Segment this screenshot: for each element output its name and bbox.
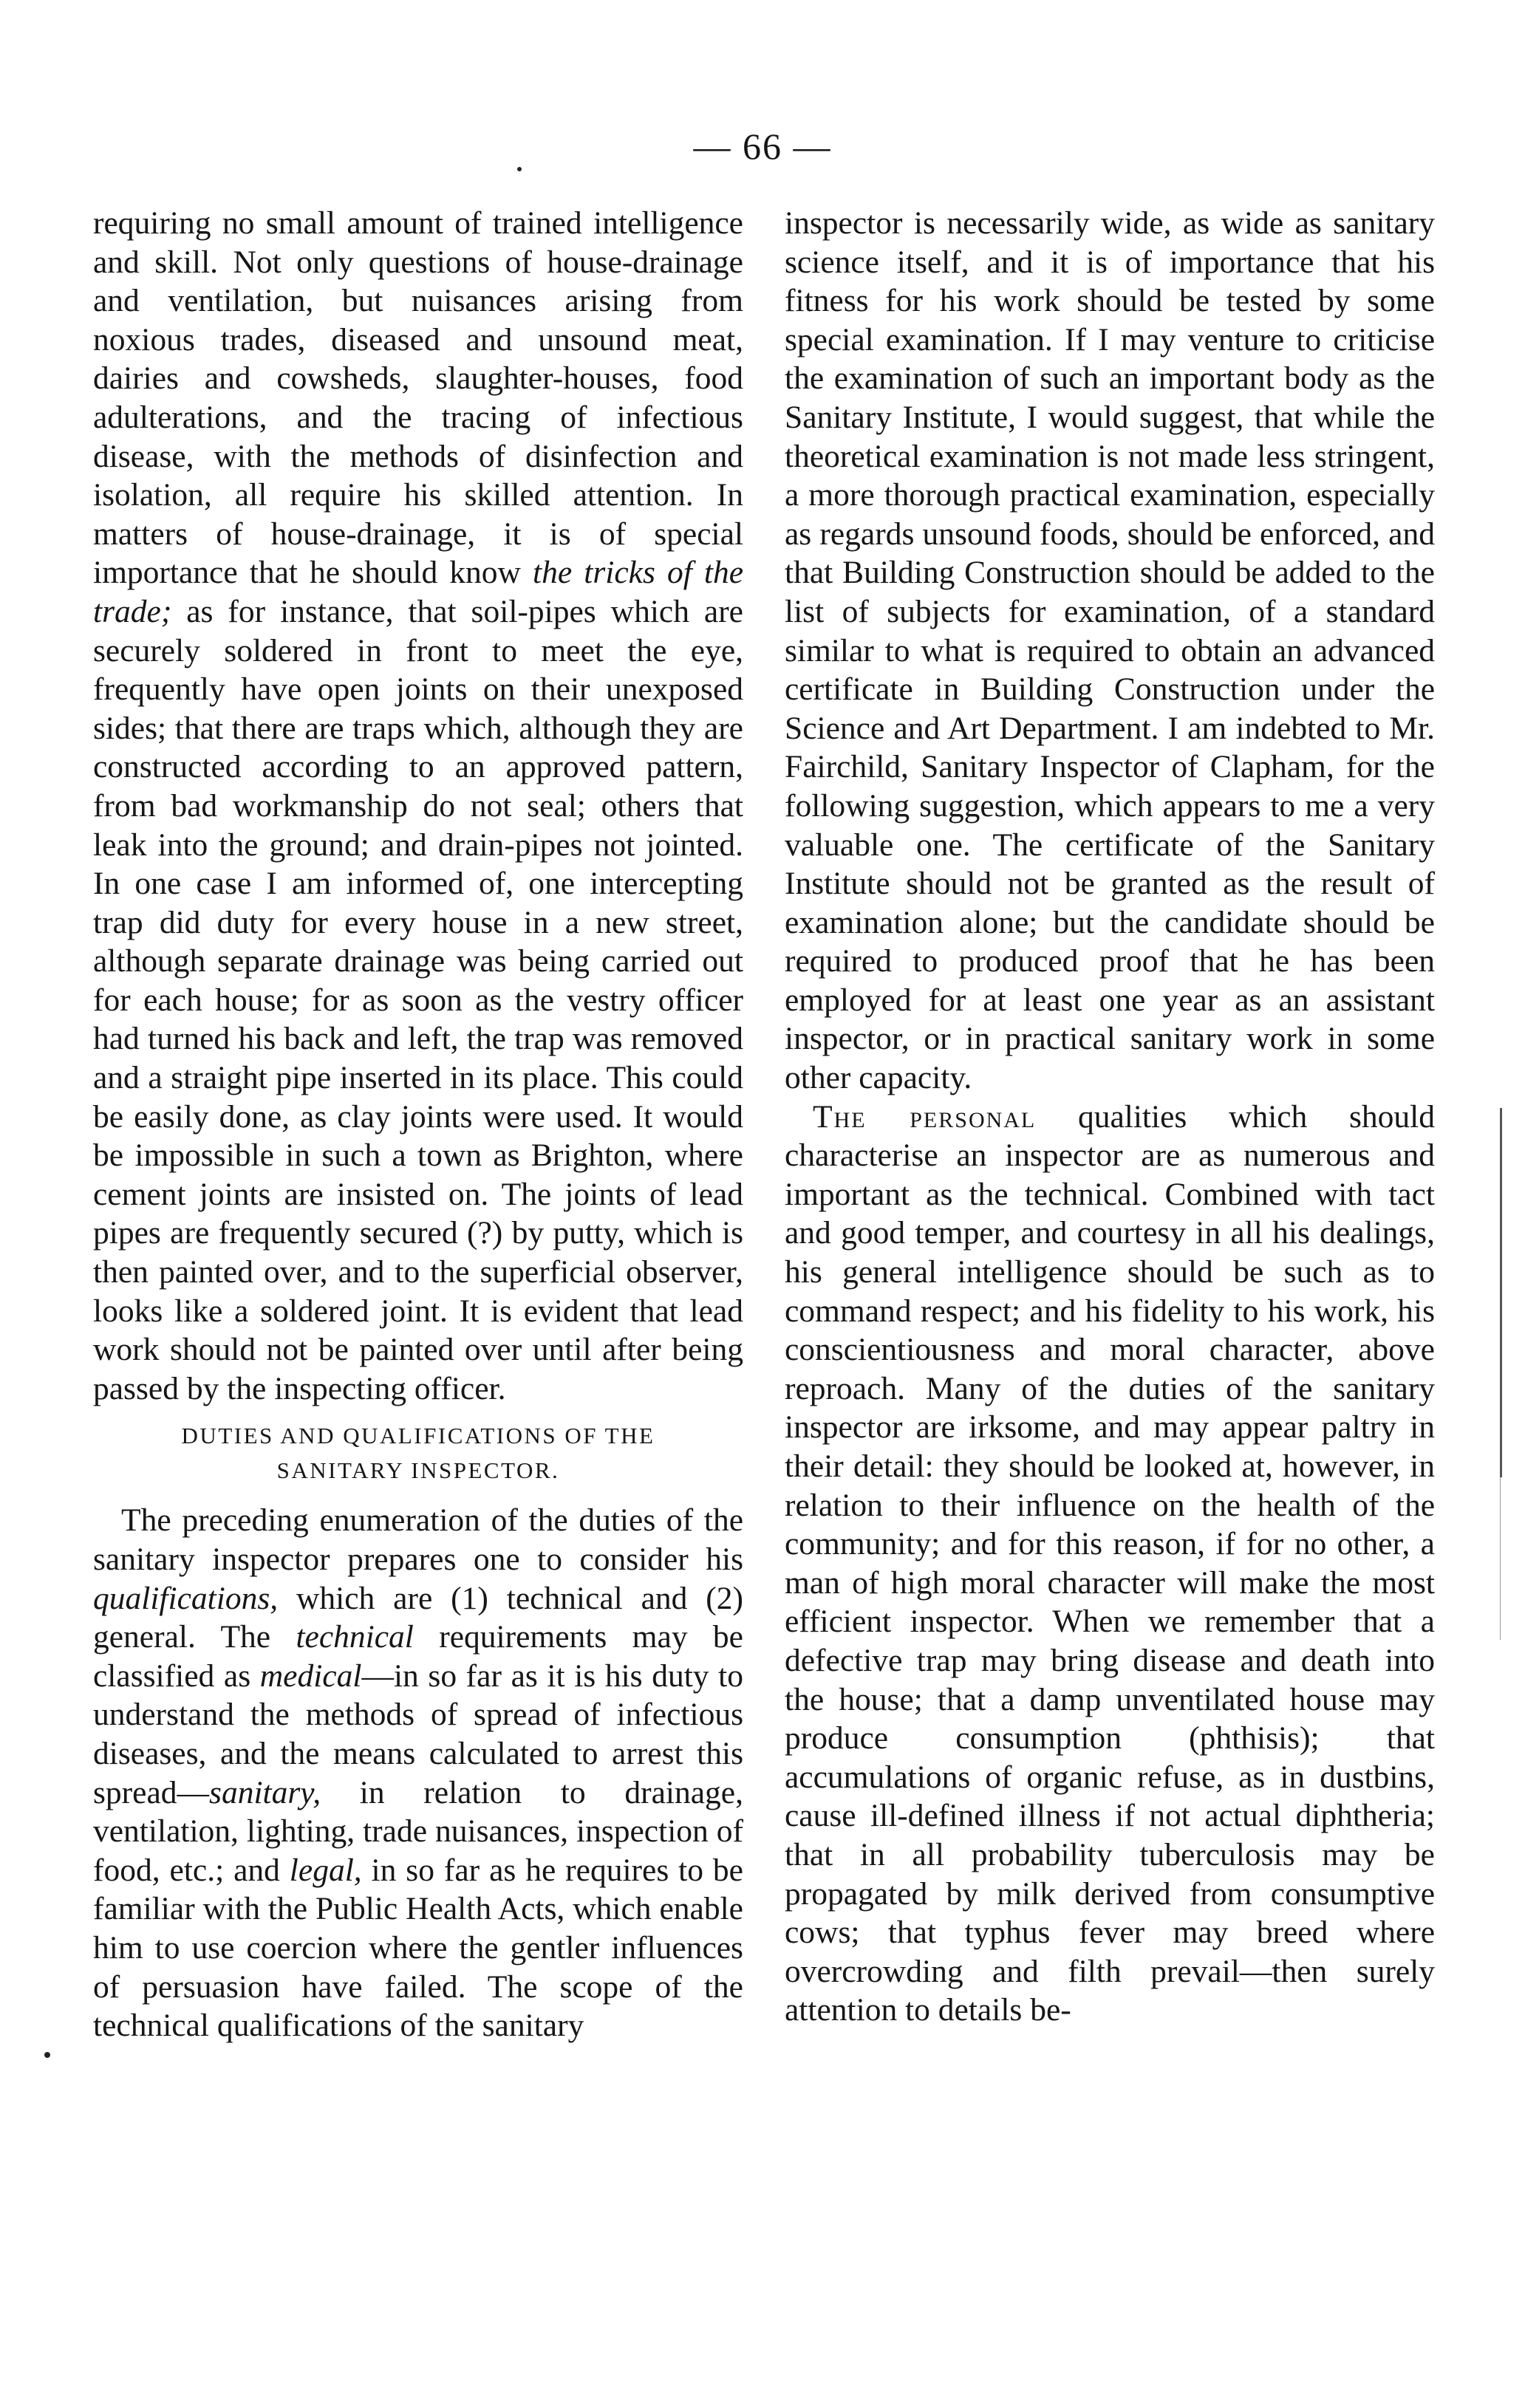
text-run: which are (1) technical and (2) general. The [93, 1580, 743, 1655]
page-number: — 66 — [693, 126, 832, 167]
italic-text: the tricks of the trade; [93, 555, 744, 629]
text-run: requirements may be classified as [93, 1619, 743, 1694]
section-heading [93, 1418, 743, 1488]
text-run: requiring no small amount of trained intelligence and skill. Not only questions of house-drainage and ventilation, but nuisances arising from noxious trades, diseased and unsound meat, dairies and cowsheds, slaughter-houses, food adulterations, and the tracing of infectious disease, with the methods of disinfection and isolation, all require his skilled attention. In matters of house-drainage, it is of special importance that he should know [93, 205, 743, 591]
italic-text: legal, [289, 1852, 362, 1888]
text-run: —in so far as it is his duty to understand the methods of spread of infectious diseases, and the means calculated to arrest this spread— [93, 1658, 743, 1810]
italic-text: technical [296, 1619, 414, 1655]
left-paragraph-drainage [93, 204, 743, 1408]
italic-text: sanitary, [209, 1774, 321, 1810]
text-run: inspector is necessarily wide, as wide as sanitary science itself, and it is of importance that his fitness for his work should be tested by some special examination. If I may venture to criticise the examination of such an important body as the Sanitary Institute, I would suggest, that while the theoretical examination is not made less stringent, a more thorough practical examination, especially as regards unsound foods, should be enforced, and that Building Construction should be added to the list of subjects for examination, of a standard similar to what is required to obtain an advanced certificate in Building Construction under the Science and Art Department. I am indebted to Mr. Fairchild, Sanitary Inspector of Clapham, for the following suggestion, which appears to me a very valuable one. The certificate of the Sanitary Institute should not be granted as the result of examination alone; but the candidate should be required to produced proof that he has been employed for at least one year as an assistant inspector, or in practical sanitary work in some other capacity. [785, 205, 1435, 1096]
text-run: The preceding enumeration of the duties of the sanitary inspector prepares one to consider his [93, 1502, 743, 1577]
text-run: in so far as he requires to be familiar with the Public Health Acts, which enable him to use coercion where the gentler influences of persuasion have failed. The scope of the technical qualifications of the sanitary [93, 1852, 743, 2044]
stray-ink-mark [517, 167, 522, 171]
right-paragraph-personal-qualities [785, 1098, 1435, 2030]
text-run: in relation to drainage, ventilation, lighting, trade nuisances, inspection of food, etc.; and [93, 1774, 743, 1888]
stray-ink-mark [44, 2052, 50, 2058]
margin-rule [1500, 1477, 1501, 1640]
left-column [93, 204, 743, 2045]
text-run: qualities which should characterise an inspector are as numerous and important as the technical. Combined with tact and good temper, and courtesy in all his dealings, his general intelligence should be such as to command respect; and his fidelity to his work, his conscientiousness and moral character, above reproach. Many of the duties of the sanitary inspector are irksome, and may appear paltry in their detail: they should be looked at, however, in relation to their influence on the health of the community; and for this reason, if for no other, a man of high moral character will make the most efficient inspector. When we remember that a defective trap may bring disease and death into the house; that a damp unventilated house may produce consumption (phthisis); that accumulations of organic refuse, as in dustbins, cause ill-defined illness if not actual diphtheria; that in all probability tuberculosis may be propagated by milk derived from consumptive cows; that typhus fever may breed where overcrowding and filth prevail—then surely attention to details be- [785, 1098, 1435, 2028]
right-column [785, 204, 1435, 2030]
right-paragraph-examination [785, 204, 1435, 1098]
section-heading-line-1: DUTIES AND QUALIFICATIONS OF THE [181, 1423, 655, 1449]
small-caps-text: The personal [813, 1098, 1037, 1135]
left-paragraph-qualifications [93, 1501, 743, 2045]
margin-rule [1500, 1108, 1502, 1477]
section-heading-line-2: SANITARY INSPECTOR. [276, 1457, 560, 1484]
text-run: as for instance, that soil-pipes which are securely soldered in front to meet the eye, frequently have open joints on their unexposed sides; that there are traps which, although they are constructed according to an approved pattern, from bad workmanship do not seal; others that leak into the ground; and drain-pipes not jointed. In one case I am informed of, one intercepting trap did duty for every house in a new street, although separate drainage was being carried out for each house; for as soon as the vestry officer had turned his back and left, the trap was removed and a straight pipe inserted in its place. This could be easily done, as clay joints were used. It would be impossible in such a town as Brighton, where cement joints are insisted on. The joints of lead pipes are frequently secured (?) by putty, which is then painted over, and to the superficial observer, looks like a soldered joint. It is evident that lead work should not be painted over until after being passed by the inspecting officer. [93, 593, 743, 1406]
italic-text: qualifications, [93, 1580, 279, 1616]
italic-text: medical [259, 1658, 362, 1694]
